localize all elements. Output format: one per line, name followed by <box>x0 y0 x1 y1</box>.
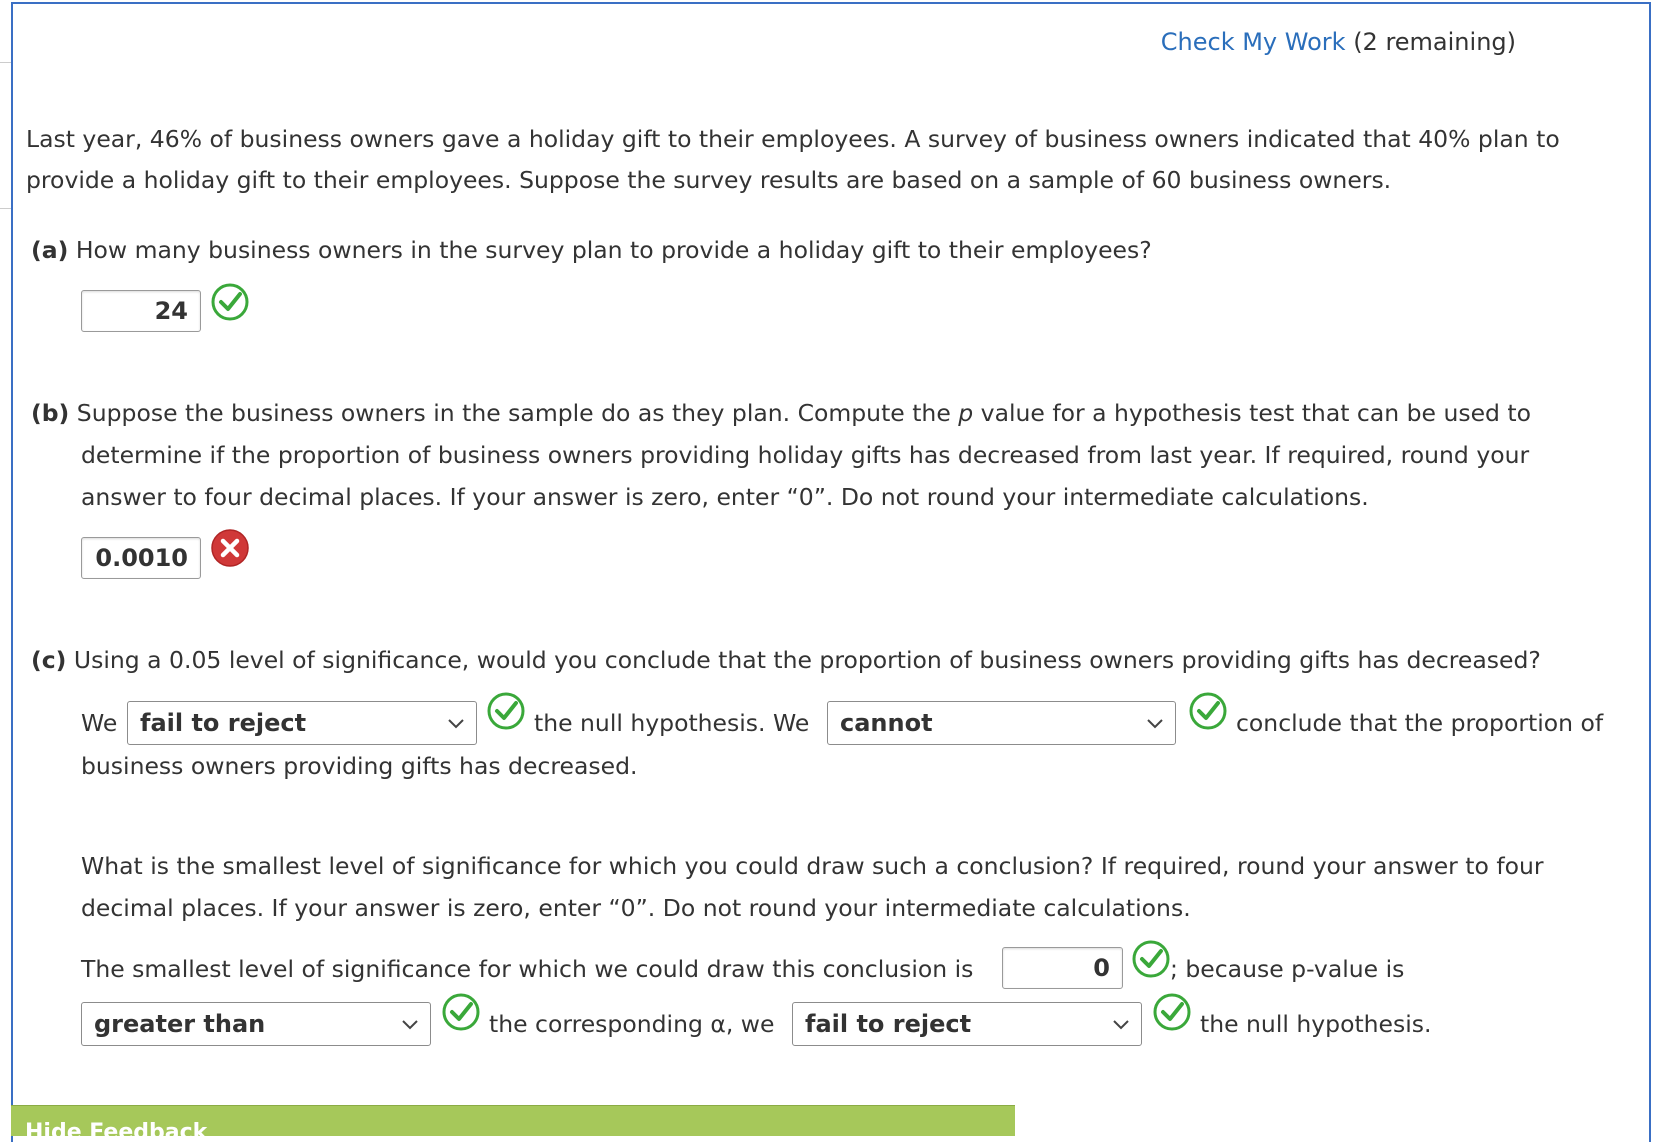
part-b-question-line-2: determine if the proportion of business owners providing holiday gifts has decreased from last year. If required, round your <box>81 441 1530 469</box>
part-c-label: (c) <box>31 646 67 674</box>
decision-select-value: fail to reject <box>805 1010 972 1038</box>
part-a-question <box>31 229 1152 271</box>
smallest-statement: The smallest level of significance for which we could draw this conclusion is <box>81 955 974 983</box>
decision-select[interactable] <box>792 1002 1142 1046</box>
part-b-answer-input[interactable]: 0.0010 <box>81 537 201 579</box>
left-divider-bottom <box>0 208 11 209</box>
incorrect-x-icon <box>210 528 250 568</box>
conclusion-select-2-value: cannot <box>840 709 933 737</box>
conclude-text: conclude that the proportion of <box>1236 709 1604 737</box>
chevron-down-icon <box>446 706 466 740</box>
feedback-bar[interactable] <box>11 1105 1015 1145</box>
part-c-text: Using a 0.05 level of significance, would you conclude that the proportion of business owners providing gifts has decreased? <box>73 646 1541 674</box>
p-symbol: p <box>958 399 974 427</box>
intro-line-1: Last year, 46% of business owners gave a holiday gift to their employees. A survey of business owners indicated that 40% plan to <box>26 125 1560 153</box>
null-hypothesis-text: the null hypothesis. We <box>534 709 810 737</box>
remaining-count: (2 remaining) <box>1353 28 1516 56</box>
corresponding-alpha-text: the corresponding α, we <box>489 1010 775 1038</box>
part-b-text-b: value for a hypothesis test that can be used to <box>973 399 1532 427</box>
we-label: We <box>81 709 118 737</box>
part-a-text: How many business owners in the survey plan to provide a holiday gift to their employees? <box>75 236 1152 264</box>
correct-check-icon <box>1152 992 1192 1032</box>
conclusion-select-1-value: fail to reject <box>140 709 307 737</box>
because-text: ; because p-value is <box>1170 955 1405 983</box>
part-b-label: (b) <box>31 399 70 427</box>
comparison-select[interactable] <box>81 1002 431 1046</box>
correct-check-icon <box>210 282 250 322</box>
part-a-label: (a) <box>31 236 69 264</box>
correct-check-icon <box>486 691 526 731</box>
hide-feedback-label[interactable]: Hide Feedback <box>25 1120 208 1145</box>
part-b-question-line-3: answer to four decimal places. If your answer is zero, enter “0”. Do not round your intermediate calculations. <box>81 483 1369 511</box>
check-my-work <box>1161 28 1516 56</box>
part-b-text-a: Suppose the business owners in the sample do as they plan. Compute the <box>76 399 959 427</box>
chevron-down-icon <box>1111 1007 1131 1041</box>
check-my-work-link[interactable]: Check My Work <box>1160 28 1346 56</box>
smallest-significance-input[interactable]: 0 <box>1002 947 1123 989</box>
part-b-question-line-1 <box>31 392 1531 434</box>
correct-check-icon <box>1131 939 1171 979</box>
smallest-question-line-1: What is the smallest level of significance for which you could draw such a conclusion? If required, round your answer to four <box>81 852 1544 880</box>
conclusion-line-2: business owners providing gifts has decreased. <box>81 752 638 780</box>
conclusion-select-1[interactable] <box>127 701 477 745</box>
intro-line-2: provide a holiday gift to their employees. Suppose the survey results are based on a sample of 60 business owners. <box>26 166 1392 194</box>
conclusion-select-2[interactable] <box>827 701 1176 745</box>
part-a-answer-input[interactable]: 24 <box>81 290 201 332</box>
comparison-select-value: greater than <box>94 1010 266 1038</box>
smallest-question-line-2: decimal places. If your answer is zero, enter “0”. Do not round your intermediate calculations. <box>81 894 1191 922</box>
part-c-question <box>31 639 1541 681</box>
correct-check-icon <box>1188 691 1228 731</box>
null-hypothesis-end-text: the null hypothesis. <box>1200 1010 1432 1038</box>
chevron-down-icon <box>1145 706 1165 740</box>
left-divider-top <box>0 62 11 63</box>
chevron-down-icon <box>400 1007 420 1041</box>
correct-check-icon <box>441 992 481 1032</box>
